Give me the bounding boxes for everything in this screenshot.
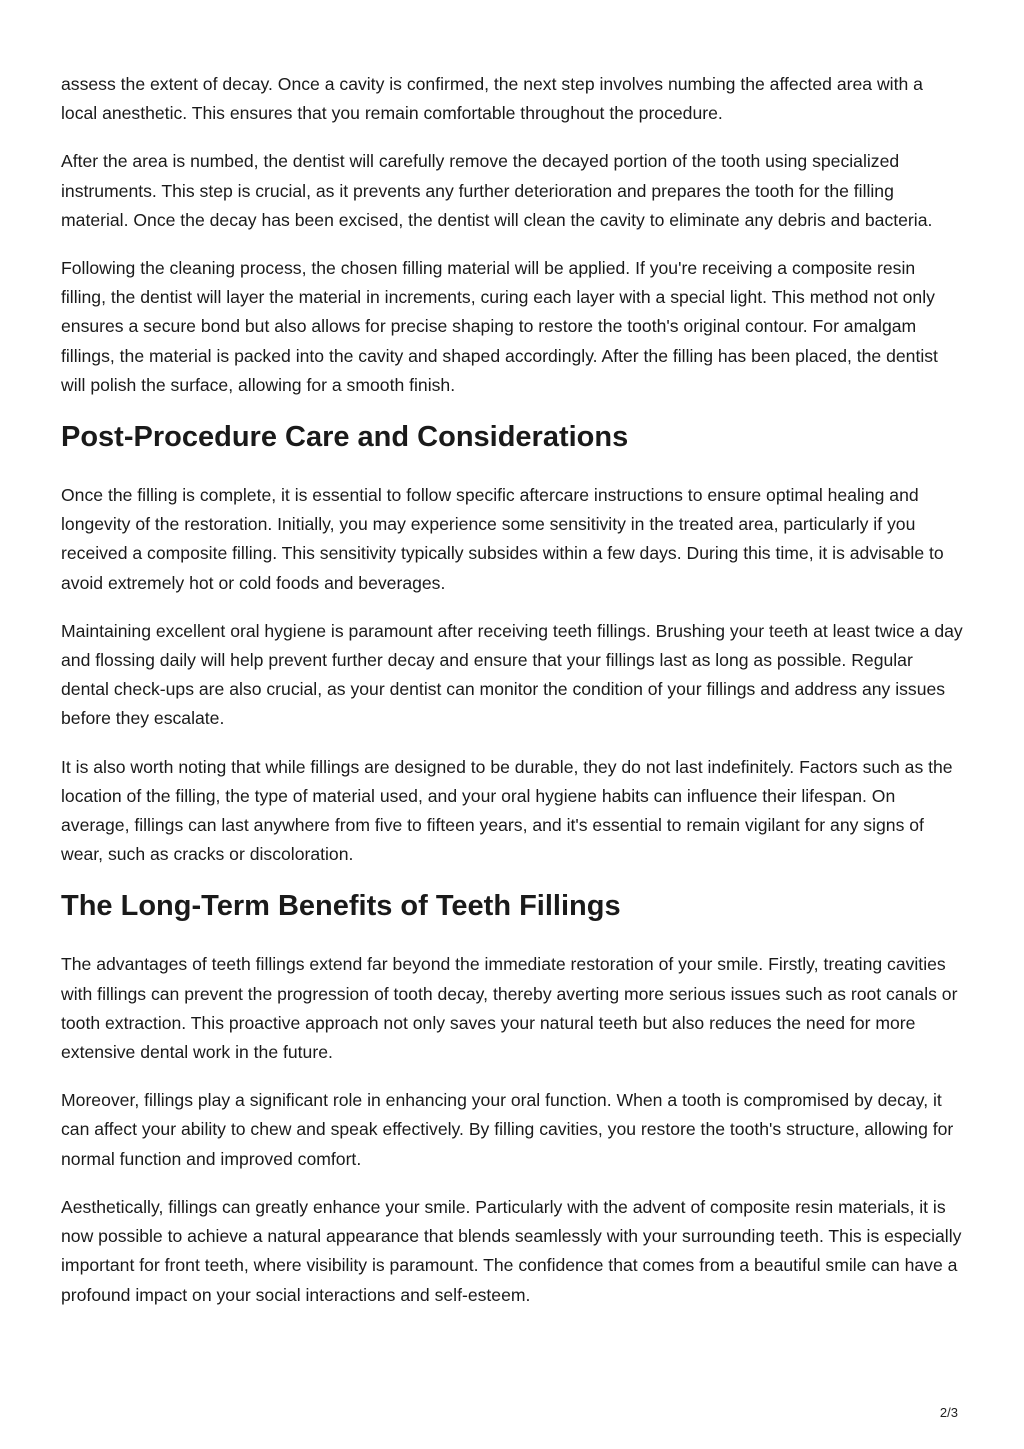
paragraph: Moreover, fillings play a significant role in enhancing your oral function. When a tooth is compromised by decay, it can affect your ability to chew and speak effectively. By filling cavities, you restore the tooth's structure, allowing for normal function and improved comfort. — [61, 1090, 954, 1169]
document-page — [61, 70, 963, 1329]
page-number: 2/3 — [939, 1405, 958, 1420]
section-heading-benefits: The Long-Term Benefits of Teeth Fillings — [61, 890, 621, 923]
section-heading-post-procedure: Post-Procedure Care and Considerations — [61, 421, 629, 454]
paragraph: Aesthetically, fillings can greatly enhance your smile. Particularly with the advent of composite resin materials, it is now possible to achieve a natural appearance that blends seamlessly with your surrounding teeth. This is especially important for front teeth, where visibility is paramount. The confidence that comes from a beautiful smile can have a profound impact on your social interactions and self-esteem. — [61, 1196, 962, 1305]
paragraph: The advantages of teeth fillings extend far beyond the immediate restoration of your smile. Firstly, treating cavities with fillings can prevent the progression of tooth decay, thereby averting more serious issues such as root canals or tooth extraction. This proactive approach not only saves your natural teeth but also reduces the need for more extensive dental work in the future. — [61, 954, 958, 1063]
paragraph: assess the extent of decay. Once a cavity is confirmed, the next step involves numbing the affected area with a local anesthetic. This ensures that you remain comfortable throughout the procedure. — [61, 74, 923, 124]
paragraph: Once the filling is complete, it is essential to follow specific aftercare instructions to ensure optimal healing and longevity of the restoration. Initially, you may experience some sensitivity in the treated area, particularly if you received a composite filling. This sensitivity typically subsides within a few days. During this time, it is advisable to avoid extremely hot or cold foods and beverages. — [61, 485, 944, 593]
paragraph: After the area is numbed, the dentist will carefully remove the decayed portion of the tooth using specialized instruments. This step is crucial, as it prevents any further deterioration and prepares the tooth for the filling material. Once the decay has been excised, the dentist will clean the cavity to eliminate any debris and bacteria. — [61, 151, 933, 230]
paragraph: Maintaining excellent oral hygiene is paramount after receiving teeth fillings. Brushing your teeth at least twice a day and flossing daily will help prevent further decay and ensure that your fillings last as long as possible. Regular dental check-ups are also crucial, as your dentist can monitor the condition of your fillings and address any issues before they escalate. — [61, 620, 963, 729]
paragraph: It is also worth noting that while fillings are designed to be durable, they do not last indefinitely. Factors such as the location of the filling, the type of material used, and your oral hygiene habits can influence their lifespan. On average, fillings can last anywhere from five to fifteen years, and it's essential to remain vigilant for any signs of wear, such as cracks or discoloration. — [61, 756, 953, 865]
paragraph: Following the cleaning process, the chosen filling material will be applied. If you're receiving a composite resin filling, the dentist will layer the material in increments, curing each layer with a special light. This method not only ensures a secure bond but also allows for precise shaping to restore the tooth's original contour. For amalgam fillings, the material is packed into the cavity and shaped accordingly. After the filling has been placed, the dentist will polish the surface, allowing for a smooth finish. — [61, 258, 938, 395]
